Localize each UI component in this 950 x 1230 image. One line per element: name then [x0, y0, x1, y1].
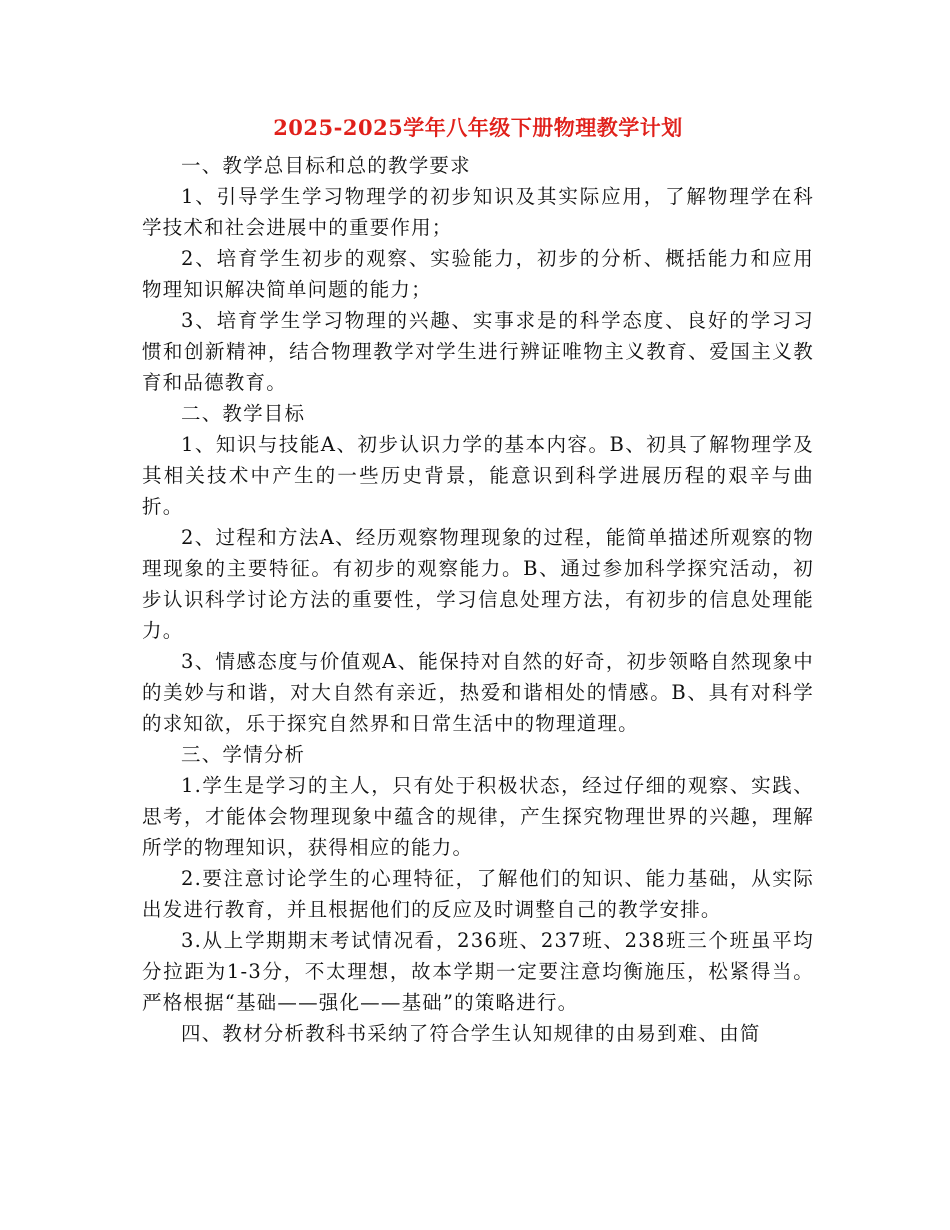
- section-heading-1: 一、教学总目标和总的教学要求: [181, 154, 471, 177]
- paragraph: 2、培育学生初步的观察、实验能力，初步的分析、概括能力和应用物理知识解决简单问题的能力；: [142, 247, 814, 301]
- paragraph: 1.学生是学习的主人，只有处于积极状态，经过仔细的观察、实践、思考，才能体会物理现象中蕴含的规律，产生探究物理世界的兴趣，理解所学的物理知识，获得相应的能力。: [142, 774, 814, 859]
- document-page: [142, 110, 814, 1049]
- paragraph: 1、知识与技能A、初步认识力学的基本内容。B、初具了解物理学及其相关技术中产生的一些历史背景，能意识到科学进展历程的艰辛与曲折。: [142, 433, 814, 518]
- paragraph: 1、引导学生学习物理学的初步知识及其实际应用，了解物理学在科学技术和社会进展中的重要作用；: [142, 185, 814, 239]
- paragraph: 3、情感态度与价值观A、能保持对自然的好奇，初步领略自然现象中的美妙与和谐，对大自然有亲近，热爱和谐相处的情感。B、具有对科学的求知欲，乐于探究自然界和日常生活中的物理道理。: [142, 650, 814, 735]
- section-heading-4: 四、教材分析教科书采纳了符合学生认知规律的由易到难、由简: [181, 1022, 761, 1045]
- paragraph: 2.要注意讨论学生的心理特征，了解他们的知识、能力基础，从实际出发进行教育，并且根据他们的反应及时调整自己的教学安排。: [142, 867, 814, 921]
- paragraph: 2、过程和方法A、经历观察物理现象的过程，能简单描述所观察的物理现象的主要特征。有初步的观察能力。B、通过参加科学探究活动，初步认识科学讨论方法的重要性，学习信息处理方法，有初步的信息处理能力。: [142, 526, 814, 642]
- section-heading-2: 二、教学目标: [181, 402, 306, 425]
- paragraph: 3、培育学生学习物理的兴趣、实事求是的科学态度、良好的学习习惯和创新精神，结合物理教学对学生进行辨证唯物主义教育、爱国主义教育和品德教育。: [142, 309, 814, 394]
- document-title: 2025-2025学年八年级下册物理教学计划: [273, 115, 683, 140]
- section-heading-3: 三、学情分析: [181, 743, 306, 766]
- paragraph: 3.从上学期期末考试情况看，236班、237班、238班三个班虽平均分拉距为1-3分，不太理想，故本学期一定要注意均衡施压，松紧得当。严格根据“基础——强化——基础”的策略进行。: [142, 929, 814, 1014]
